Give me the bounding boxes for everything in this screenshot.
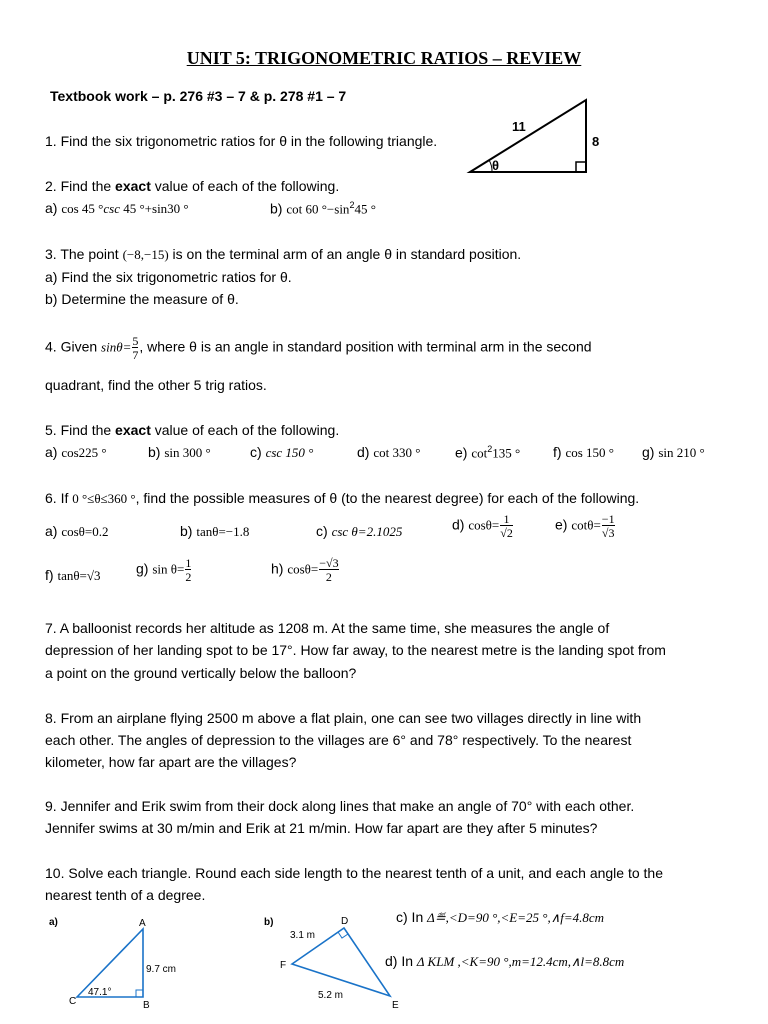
q10a-label: a)	[49, 917, 58, 928]
question-8-line3: kilometer, how far apart are the villages?	[45, 754, 297, 770]
q10b-side1-label: 3.1 m	[290, 930, 316, 941]
question-6b: b) tanθ=−1.8	[180, 523, 250, 539]
question-6d: d) cosθ= $\frac{1}{√2}$	[452, 512, 513, 540]
question-10-line2: nearest tenth of a degree.	[45, 887, 206, 903]
question-7-line3: a point on the ground vertically below the balloon?	[45, 665, 357, 681]
question-5a: a) cos225 °	[45, 444, 107, 460]
question-8-line1: 8. From an airplane flying 2500 m above a flat plain, one can see two villages directly in line with	[45, 710, 642, 726]
question-9-line2: Jennifer swims at 30 m/min and Erik at 21 m/min. How far apart are they after 5 minutes?	[45, 820, 598, 836]
question-2b: b) cot 60 $^\circ-\sin^245$ °	[270, 200, 376, 217]
question-5: 5. Find the exact value of each of the following.	[45, 422, 340, 438]
question-10-line1: 10. Solve each triangle. Round each side length to the nearest tenth of a unit, and each angle to the	[45, 865, 663, 881]
question-5b: b) sin 300 °	[148, 444, 211, 460]
question-6e: e) cotθ= $\frac{-1}{√3}$	[555, 512, 615, 540]
q10b-label: b)	[264, 917, 274, 928]
q10a-triangle-diagram	[45, 912, 245, 1016]
q10a-vertex-b: B	[143, 1000, 150, 1011]
question-7-line2: depression of her landing spot to be 17°. How far away, to the nearest metre is the landing spot from	[45, 642, 666, 658]
question-10d: d) In Δ KLM ,<K=90 °,m=12.4cm,∧l=8.8cm	[385, 953, 625, 969]
question-5e: e) $\cot^2135$ °	[455, 444, 521, 461]
q10a-side-label: 9.7 cm	[146, 964, 177, 975]
question-5f: f) cos 150 °	[553, 444, 614, 460]
question-4-line2: quadrant, find the other 5 trig ratios.	[45, 377, 267, 393]
question-4: 4. Given sinθ= $\frac{5}{7}$ , where θ is an angle in standard position with terminal arm in the second	[45, 334, 592, 362]
question-3a: a) Find the six trigonometric ratios for θ.	[45, 269, 292, 285]
question-9-line1: 9. Jennifer and Erik swim from their dock along lines that make an angle of 70° with each other.	[45, 798, 635, 814]
question-8-line2: each other. The angles of depression to the villages are 6° and 78° respectively. To the nearest	[45, 732, 632, 748]
q10a-vertex-a: A	[139, 918, 146, 929]
q1-hypotenuse-label: 11	[512, 119, 526, 134]
question-6g: g) sin θ= $\frac{1}{2}$	[136, 556, 192, 584]
q10a-vertex-c: C	[69, 996, 77, 1007]
page-title: UNIT 5: TRIGONOMETRIC RATIOS – REVIEW	[186, 48, 582, 68]
q10a-angle-label: 47.1°	[88, 987, 112, 998]
question-5g: g) sin 210 °	[642, 444, 705, 460]
question-6: 6. If 0 °≤θ≤360 °, find the possible measures of θ (to the nearest degree) for each of the following.	[45, 490, 640, 506]
question-1: 1. Find the six trigonometric ratios for θ in the following triangle.	[45, 133, 438, 149]
question-7-line1: 7. A balloonist records her altitude as 1208 m. At the same time, she measures the angle of	[45, 620, 610, 636]
question-2: 2. Find the exact value of each of the following.	[45, 178, 340, 194]
question-3: 3. The point (−8,−15) is on the terminal arm of an angle θ in standard position.	[45, 246, 522, 262]
textbook-work: Textbook work – p. 276 #3 – 7 & p. 278 #1 – 7	[50, 88, 347, 104]
question-5c: c) csc 150 °	[250, 444, 314, 460]
question-6h: h) cosθ= $\frac{-√3}{2}$	[271, 556, 339, 584]
question-3b: b) Determine the measure of θ.	[45, 291, 239, 307]
question-2a: a) cos 45 °csc 45 °+sin30 °	[45, 200, 189, 216]
question-6a: a) cosθ=0.2	[45, 523, 109, 539]
q10b-vertex-f: F	[280, 960, 287, 971]
q10b-vertex-e: E	[392, 1000, 399, 1011]
question-10c: c) In Δ≝,<D=90 °,<E=25 °,∧f=4.8cm	[396, 909, 605, 925]
q1-opposite-label: 8	[592, 134, 600, 149]
question-6c: c) csc θ=2.1025	[316, 523, 403, 539]
question-5d: d) cot 330 °	[357, 444, 421, 460]
q1-theta-label: θ	[492, 158, 500, 173]
q1-triangle-diagram	[462, 96, 612, 178]
q10b-side2-label: 5.2 m	[318, 990, 344, 1001]
q10b-vertex-d: D	[341, 916, 349, 927]
question-6f: f) tanθ=√3	[45, 567, 101, 583]
